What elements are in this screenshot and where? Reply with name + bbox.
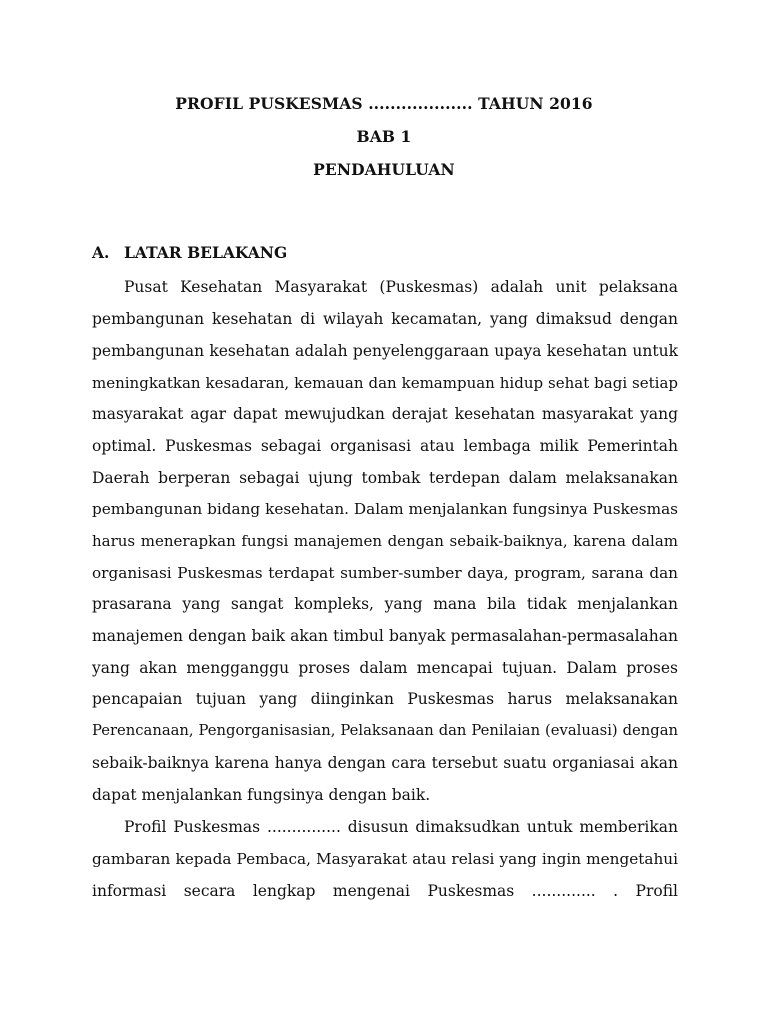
document-title: PROFIL PUSKESMAS ................... TAHUN 2016 bbox=[175, 94, 593, 113]
paragraph-line: pembangunan bidang kesehatan. Dalam menjalankan fungsinya Puskesmas bbox=[92, 500, 678, 518]
paragraph-line: Perencanaan, Pengorganisasian, Pelaksanaan dan Penilaian (evaluasi) dengan bbox=[92, 722, 678, 739]
paragraph-line: organisasi Puskesmas terdapat sumber-sumber daya, program, sarana dan bbox=[92, 564, 678, 582]
paragraph-line: pembangunan kesehatan adalah penyelenggaraan upaya kesehatan untuk bbox=[92, 342, 678, 360]
paragraph-line: optimal. Puskesmas sebagai organisasi atau lembaga milik Pemerintah bbox=[92, 437, 678, 455]
paragraph-line: meningkatkan kesadaran, kemauan dan kemampuan hidup sehat bagi setiap bbox=[92, 374, 678, 392]
paragraph-line: manajemen dengan baik akan timbul banyak permasalahan-permasalahan bbox=[92, 627, 678, 645]
paragraph-line: pembangunan kesehatan di wilayah kecamatan, yang dimaksud dengan bbox=[92, 310, 678, 328]
paragraph-line: sebaik-baiknya karena hanya dengan cara tersebut suatu organiasai akan bbox=[92, 754, 678, 772]
paragraph-line: yang akan mengganggu proses dalam mencapai tujuan. Dalam proses bbox=[92, 659, 678, 677]
section-letter: A. bbox=[92, 243, 110, 262]
paragraph-line: harus menerapkan fungsi manajemen dengan sebaik-baiknya, karena dalam bbox=[92, 532, 678, 550]
paragraph-line: gambaran kepada Pembaca, Masyarakat atau relasi yang ingin mengetahui bbox=[92, 850, 678, 868]
paragraph-line: masyarakat agar dapat mewujudkan derajat kesehatan masyarakat yang bbox=[92, 405, 678, 423]
paragraph-line: Daerah berperan sebagai ujung tombak terdepan dalam melaksanakan bbox=[92, 469, 678, 487]
paragraph-line: pencapaian tujuan yang diinginkan Puskesmas harus melaksanakan bbox=[92, 690, 678, 708]
paragraph-line: informasi secara lengkap mengenai Puskesmas ............. . Profil bbox=[92, 882, 678, 900]
paragraph-line: dapat menjalankan fungsinya dengan baik. bbox=[92, 786, 431, 804]
chapter-number: BAB 1 bbox=[356, 127, 412, 146]
paragraph-line: Pusat Kesehatan Masyarakat (Puskesmas) adalah unit pelaksana bbox=[124, 278, 678, 296]
section-title: LATAR BELAKANG bbox=[124, 243, 288, 262]
chapter-title: PENDAHULUAN bbox=[313, 160, 455, 179]
paragraph-line: Profil Puskesmas ............... disusun dimaksudkan untuk memberikan bbox=[124, 818, 678, 836]
section-heading bbox=[92, 243, 287, 262]
paragraph-line: prasarana yang sangat kompleks, yang mana bila tidak menjalankan bbox=[92, 595, 678, 613]
